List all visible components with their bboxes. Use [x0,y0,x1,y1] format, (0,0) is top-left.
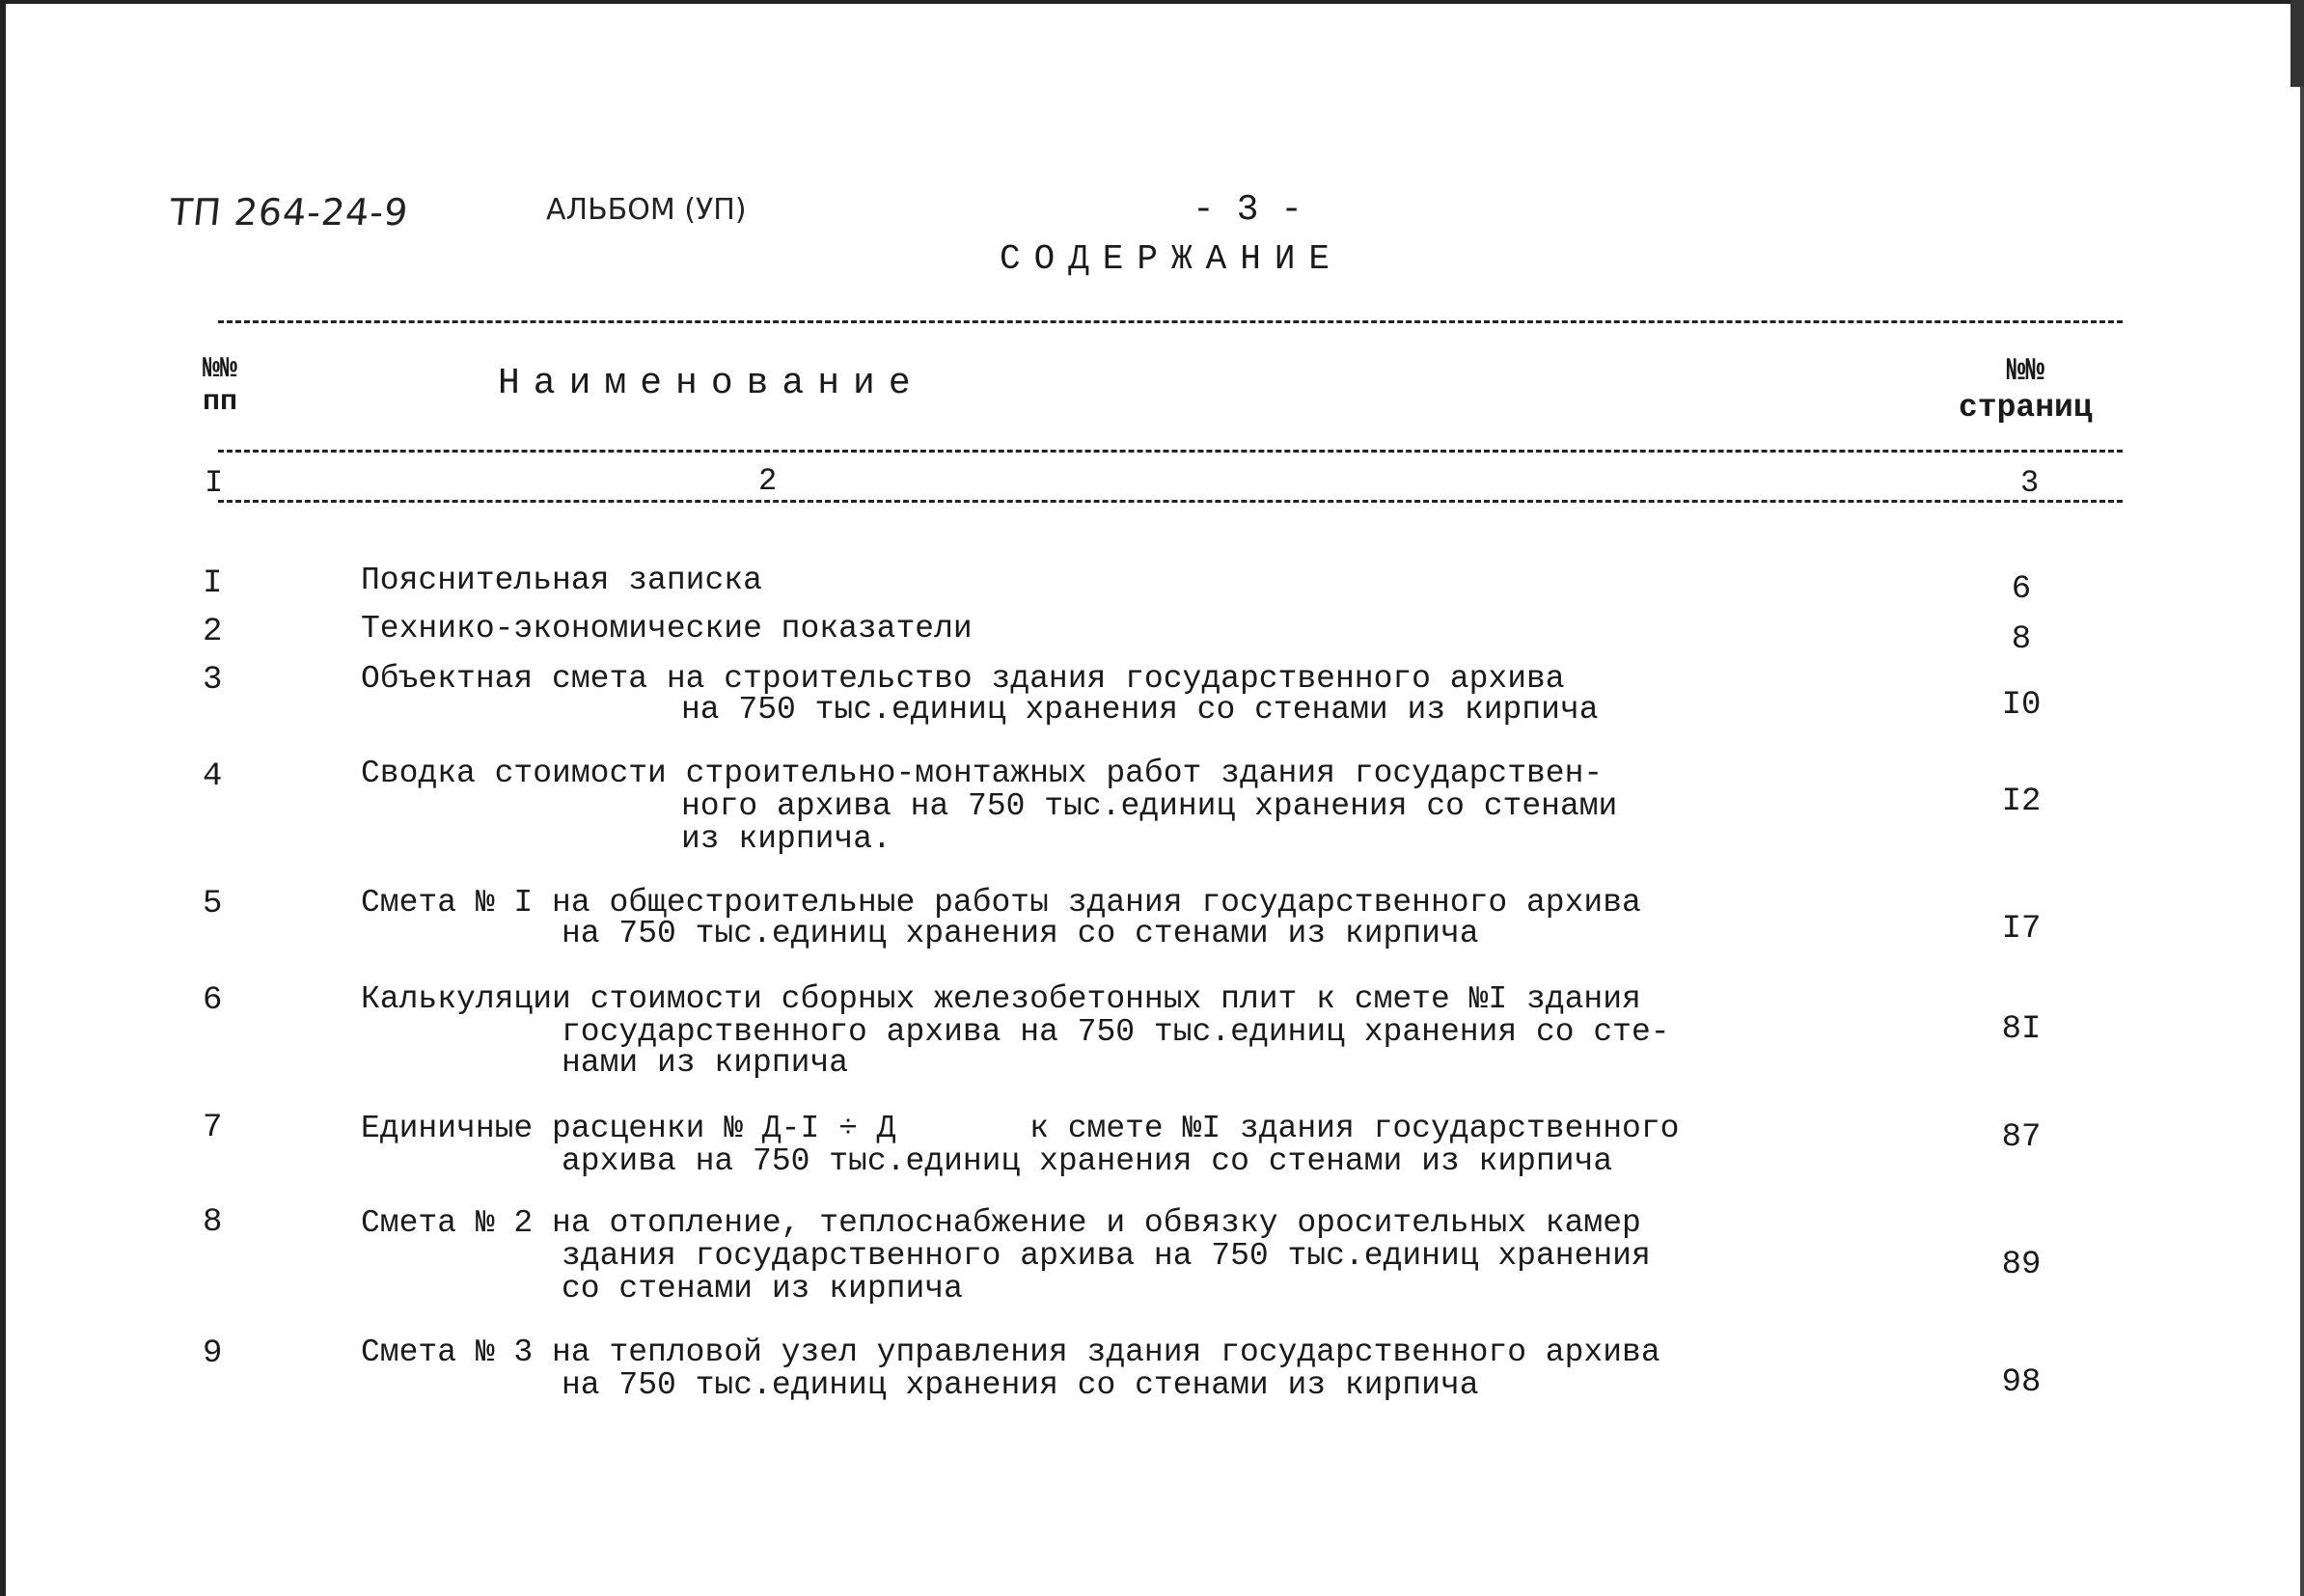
page-number: - 3 - [1193,189,1303,231]
row-title: Калькуляции стоимости сборных железобетонных плит к смете №I здания [361,981,1641,1017]
row-title-continuation: на 750 тыс.единиц хранения со стенами из кирпича [562,916,1479,951]
row-page: 8I [2001,1011,2042,1048]
row-page: 87 [2001,1119,2042,1156]
row-number: 4 [203,758,223,795]
row-title-continuation: на 750 тыс.единиц хранения со стенами из кирпича [562,1367,1479,1403]
column-index-2: 2 [758,463,778,499]
column-index-1: I [205,465,224,501]
row-page: I0 [2001,687,2042,724]
row-number: 6 [203,982,223,1019]
row-number: 7 [203,1110,223,1146]
index-row-rule [218,500,2123,503]
row-page: 98 [2001,1364,2042,1401]
column-index-3: 3 [2020,465,2040,501]
row-title-continuation: ного архива на 750 тыс.единиц хранения со стенами [681,788,1618,824]
row-title: Сводка стоимости строительно-монтажных работ здания государствен- [361,756,1604,791]
row-title: Смета № I на общестроительные работы здания государственного архива [361,885,1641,921]
row-page: 6 [2011,571,2032,608]
column-header-number: №№ пп [203,353,238,419]
row-number: 9 [203,1335,223,1372]
page-border-left [0,0,6,1596]
row-page: 8 [2011,621,2032,658]
row-title-continuation: здания государственного архива на 750 тыс.единиц хранения [562,1238,1651,1274]
document-code: ТП 264-24-9 [167,191,411,234]
header-bottom-rule [218,450,2123,453]
column-header-name: Наименование [498,363,924,404]
page-title: СОДЕРЖАНИЕ [1000,239,1344,279]
row-title-continuation: нами из кирпича [562,1045,849,1081]
row-title: Пояснительная записка [361,563,762,598]
row-title: Смета № 3 на тепловой узел управления здания государственного архива [361,1335,1660,1370]
table-top-rule [218,320,2123,323]
row-number: 5 [203,886,223,922]
row-page: I7 [2001,911,2042,948]
page-corner-mark [2290,0,2304,87]
row-title-continuation: государственного архива на 750 тыс.единиц хранения со сте- [562,1014,1670,1050]
row-title: Объектная смета на строительство здания государственного архива [361,661,1565,697]
album-label: АЛЬБОМ (УП) [546,193,747,227]
row-number: 2 [203,614,223,650]
row-number: 3 [203,662,223,699]
row-number: I [203,565,223,602]
row-page: 89 [2001,1247,2042,1283]
row-page: I2 [2001,784,2042,820]
row-title-continuation: со стенами из кирпича [562,1271,963,1307]
row-title: Технико-экономические показатели [361,611,973,647]
row-title-continuation: архива на 750 тыс.единиц хранения со стенами из кирпича [562,1143,1613,1179]
row-number: 8 [203,1204,223,1241]
row-title-continuation: из кирпича. [681,821,891,857]
page-border-top [0,0,2304,4]
page-border-right [2300,0,2304,1596]
row-title: Единичные расценки № Д-I ÷ Д к смете №I здания государственного [361,1111,1680,1146]
column-header-pages: №№ страниц [1959,353,2093,426]
row-title-continuation: на 750 тыс.единиц хранения со стенами из кирпича [681,692,1599,728]
row-title: Смета № 2 на отопление, теплоснабжение и обвязку оросительных камер [361,1205,1641,1241]
